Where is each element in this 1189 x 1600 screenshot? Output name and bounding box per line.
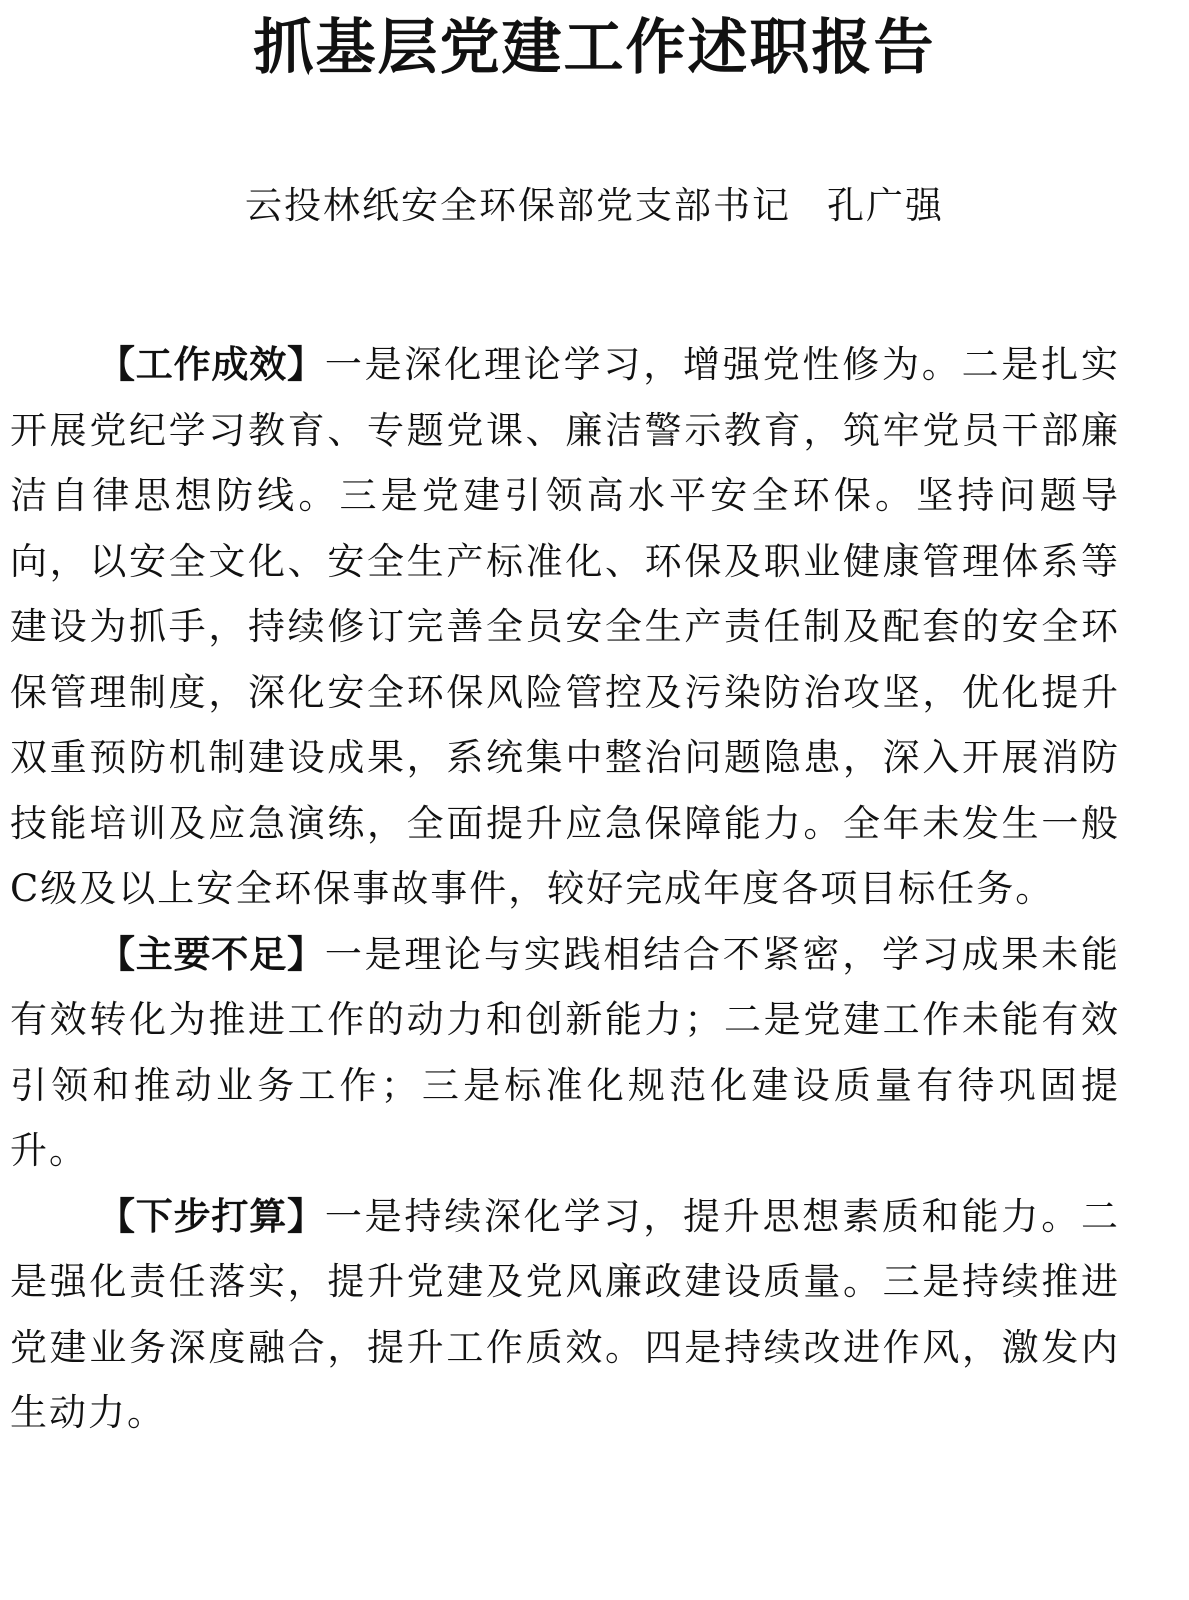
section-shortcomings bbox=[10, 922, 1120, 1184]
section-heading: 【主要不足】 bbox=[98, 932, 325, 976]
byline bbox=[0, 180, 1189, 232]
section-text: 一是深化理论学习，增强党性修为。二是扎实开展党纪学习教育、专题党课、廉洁警示教育，筑牢党员干部廉洁自律思想防线。三是党建引领高水平安全环保。坚持问题导向，以安全文化、安全生产标准化、环保及职业健康管理体系等建设为抓手，持续修订完善全员安全生产责任制及配套的安全环保管理制度，深化安全环保风险管控及污染防治攻坚，优化提升双重预防机制建设成果，系统集中整治问题隐患，深入开展消防技能培训及应急演练，全面提升应急保障能力。全年未发生一般C级及以上安全环保事故事件，较好完成年度各项目标任务。 bbox=[10, 343, 1121, 910]
section-text: 一是理论与实践相结合不紧密，学习成果未能有效转化为推进工作的动力和创新能力；二是党建工作未能有效引领和推动业务工作；三是标准化规范化建设质量有待巩固提升。 bbox=[10, 932, 1121, 1172]
section-heading: 【下步打算】 bbox=[98, 1194, 325, 1238]
section-achievements bbox=[10, 332, 1120, 922]
section-heading: 【工作成效】 bbox=[98, 343, 325, 386]
byline-position: 云投林纸安全环保部党支部书记 bbox=[245, 184, 791, 227]
byline-name: 孔广强 bbox=[827, 184, 944, 227]
section-next-steps bbox=[10, 1184, 1120, 1446]
document-title: 抓基层党建工作述职报告 bbox=[253, 13, 936, 83]
section-text: 一是持续深化学习，提升思想素质和能力。二是强化责任落实，提升党建及党风廉政建设质量。三是持续推进党建业务深度融合，提升工作质效。四是持续改进作风，激发内生动力。 bbox=[10, 1194, 1121, 1434]
report-body bbox=[10, 332, 1120, 1446]
